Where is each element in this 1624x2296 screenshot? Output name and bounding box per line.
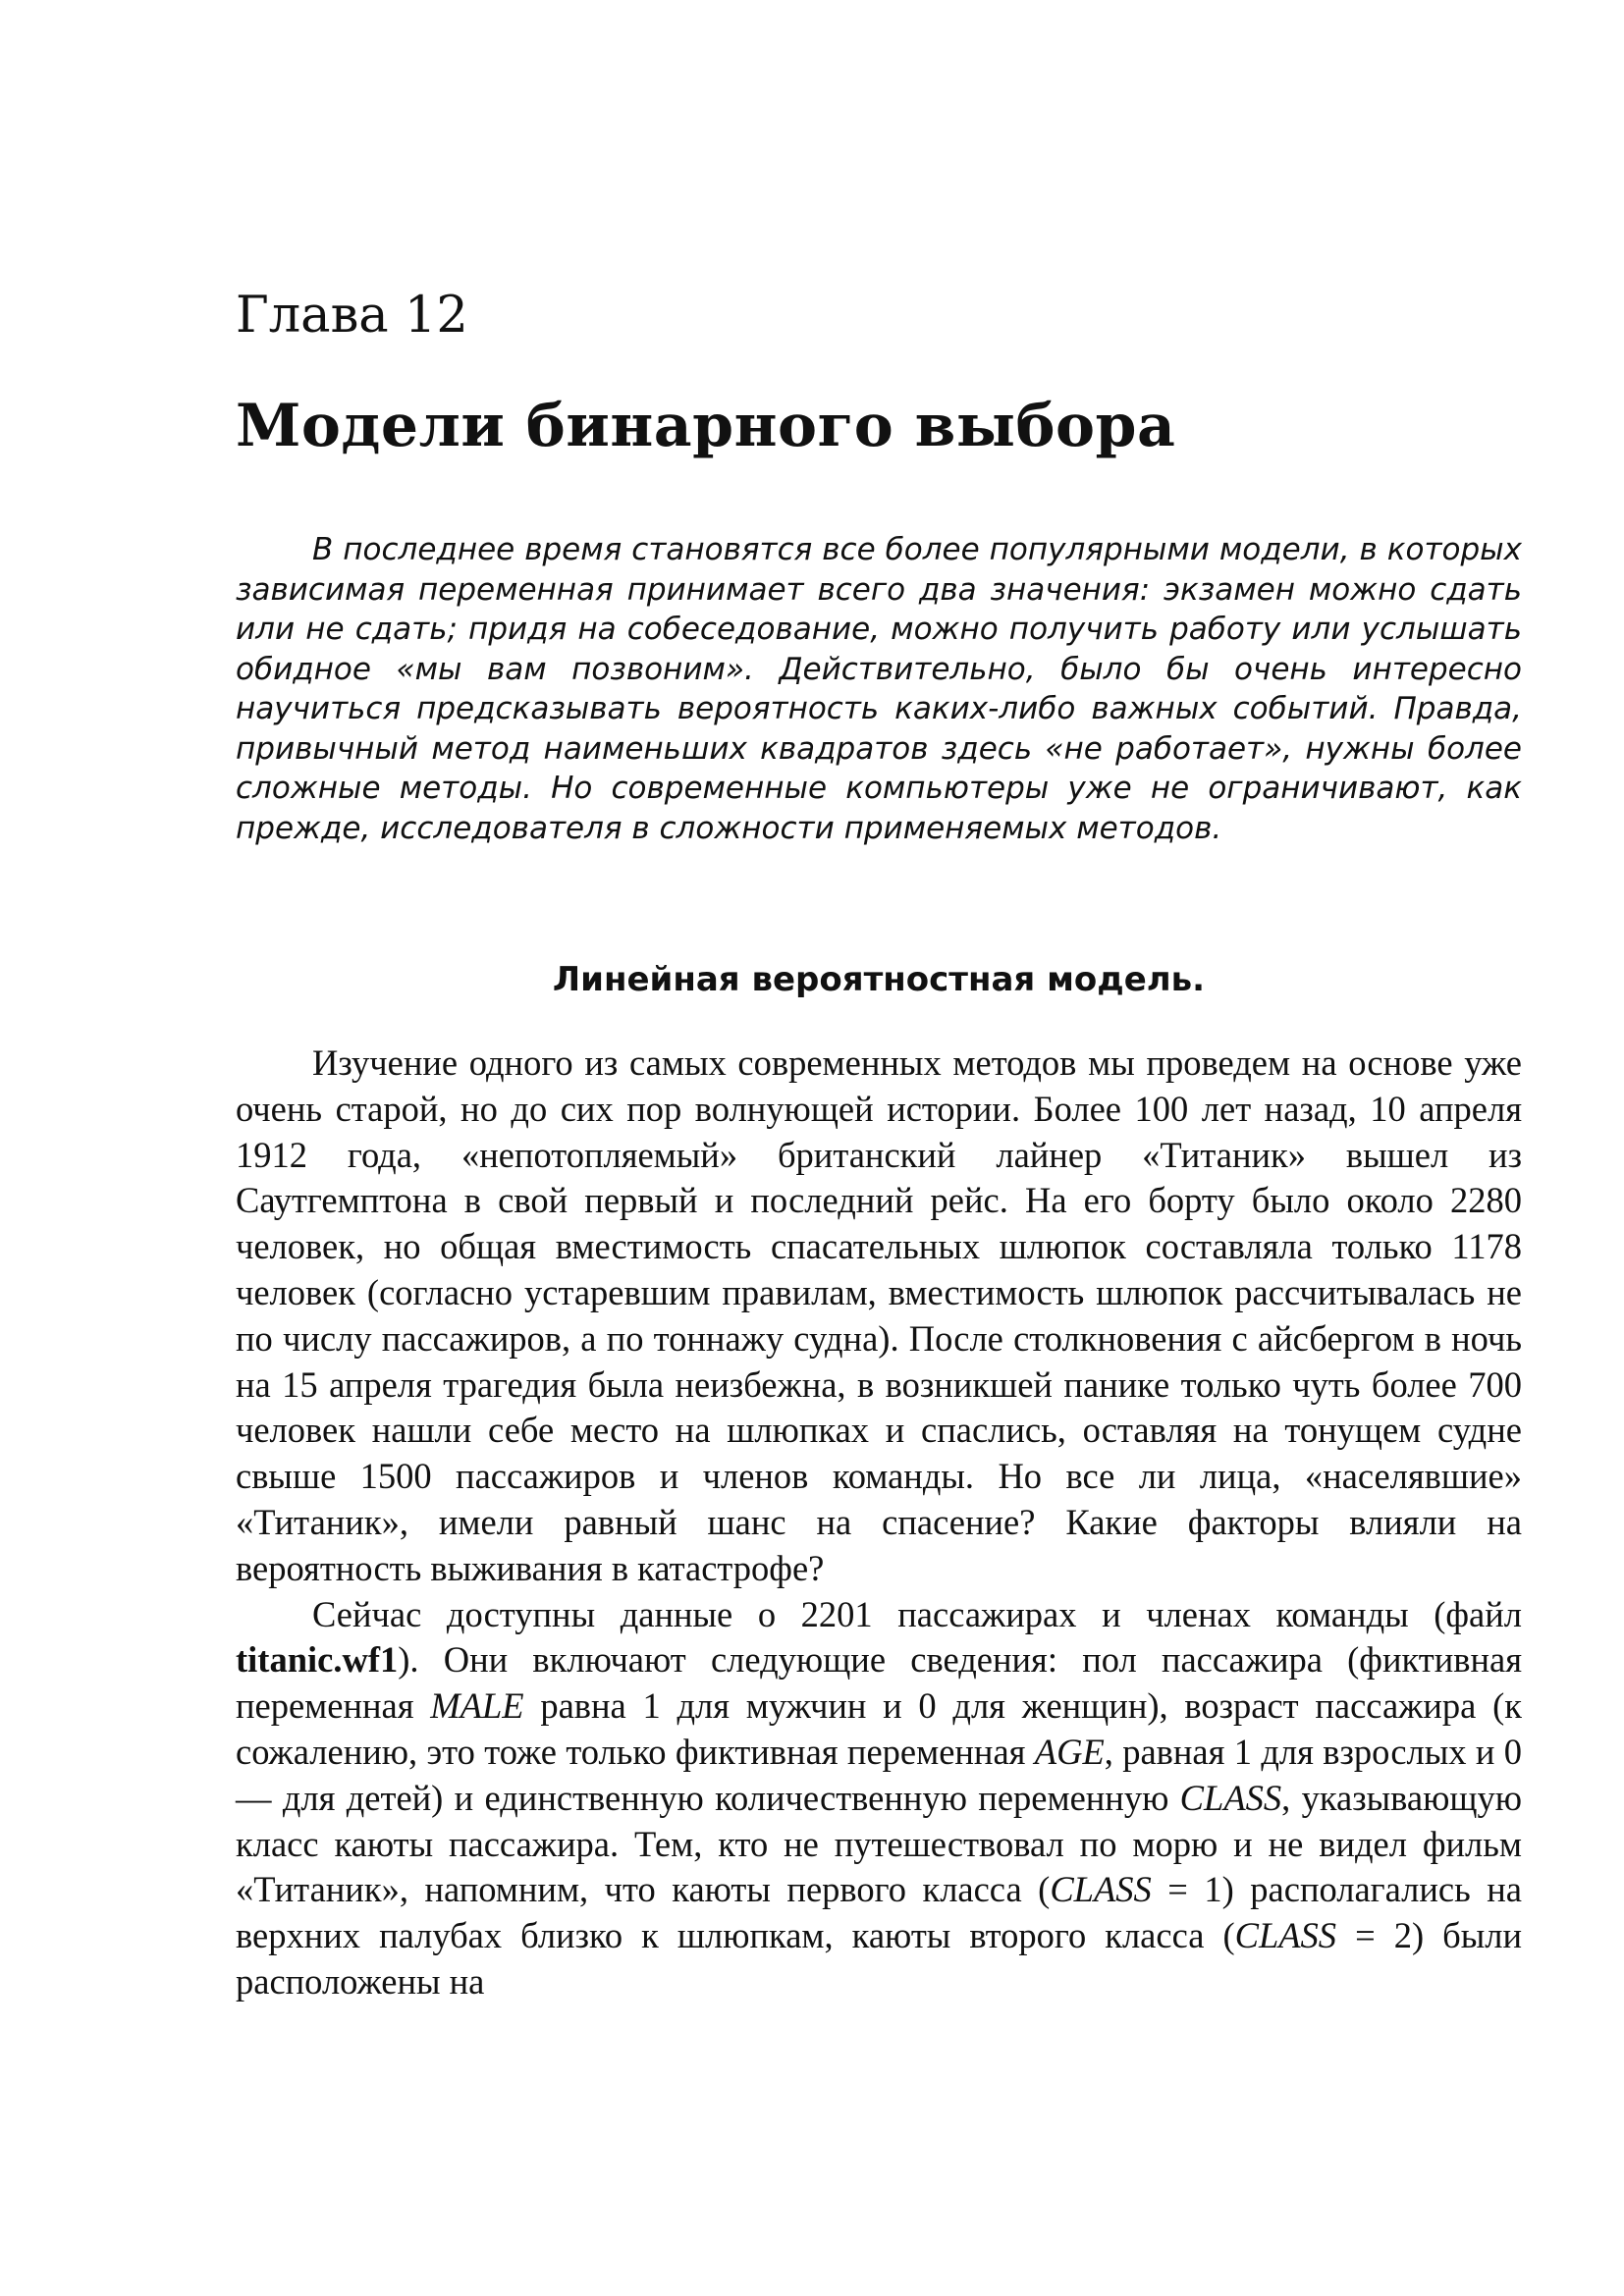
filename: titanic.wf1 [236, 1639, 399, 1681]
equation-2-variable: CLASS [1234, 1915, 1337, 1956]
chapter-title: Модели бинарного выбора [236, 392, 1176, 460]
section-heading: Линейная вероятностная модель. [552, 960, 1206, 999]
paragraph-2-text-2: ). Они включают следующие сведения: пол пассажира (фиктивная переменная [236, 1639, 1522, 1727]
paragraph-2 [236, 1592, 1522, 2005]
body-text [236, 1041, 1522, 2005]
equation-2-value: = 2 [1336, 1915, 1412, 1956]
paragraph-2-text-3: равна 1 для мужчин и 0 для женщин), возраст пассажира (к сожалению, это тоже только фиктивная переменная [236, 1685, 1522, 1772]
chapter-label: Глава 12 [236, 287, 468, 345]
paragraph-2-text-1: Сейчас доступны данные о 2201 пассажирах и членах команды (файл [312, 1593, 1522, 1634]
paragraph-2-text-6: ) располагались на верхних палубах близко к шлюпкам, каюты второго класса ( [236, 1869, 1522, 1956]
paragraph-2-text-4: , равная 1 для взрослых и 0 — для детей) и единственную количественную переменную [236, 1731, 1522, 1818]
paragraph-2-text-5: , указывающую класс каюты пассажира. Тем, кто не путешествовал по морю и не видел фильм «Титаник», напомним, что каюты первого класса ( [236, 1777, 1522, 1910]
variable-class: CLASS [1179, 1777, 1282, 1818]
variable-male: MALE [430, 1685, 524, 1727]
paragraph-1: Изучение одного из самых современных методов мы проведем на основе уже очень старой, но до сих пор волнующей истории. Более 100 лет назад, 10 апреля 1912 года, «непотопляемый» британский лайнер «Титаник» вышел из Саутгемптона в свой первый и последний рейс. На его борту было около 2280 человек, но общая вместимость спасательных шлюпок составляла только 1178 человек (согласно устаревшим правилам, вместимость шлюпок рассчитывалась не по числу пассажиров, а по тоннажу судна). После столкновения с айсбергом в ночь на 15 апреля трагедия была неизбежна, в возникшей панике только чуть более 700 человек нашли себе место на шлюпках и спаслись, оставляя на тонущем судне свыше 1500 пассажиров и членов команды. Но все ли лица, «населявшие» «Титаник», имели равный шанс на спасение? Какие факторы влияли на вероятность выживания в катастрофе? [236, 1042, 1522, 1588]
equation-1-variable: CLASS [1050, 1869, 1152, 1910]
paragraph-2-text-7: ) были расположены на [236, 1915, 1522, 2002]
equation-1-value: = 1 [1151, 1869, 1222, 1910]
epigraph: В последнее время становятся все более популярными модели, в которых зависимая переменная принимает всего два значения: экзамен можно сдать или не сдать; придя на собеседование, можно получить работу или услышать обидное «мы вам позвоним». Действительно, было бы очень интересно научиться предсказывать вероятность каких-либо важных событий. Правда, привычный метод наименьших квадратов здесь «не работает», нужны более сложные методы. Но современные компьютеры уже не ограничивают, как прежде, исследователя в сложности применяемых методов. [236, 532, 1522, 846]
variable-age: AGE [1034, 1731, 1105, 1772]
